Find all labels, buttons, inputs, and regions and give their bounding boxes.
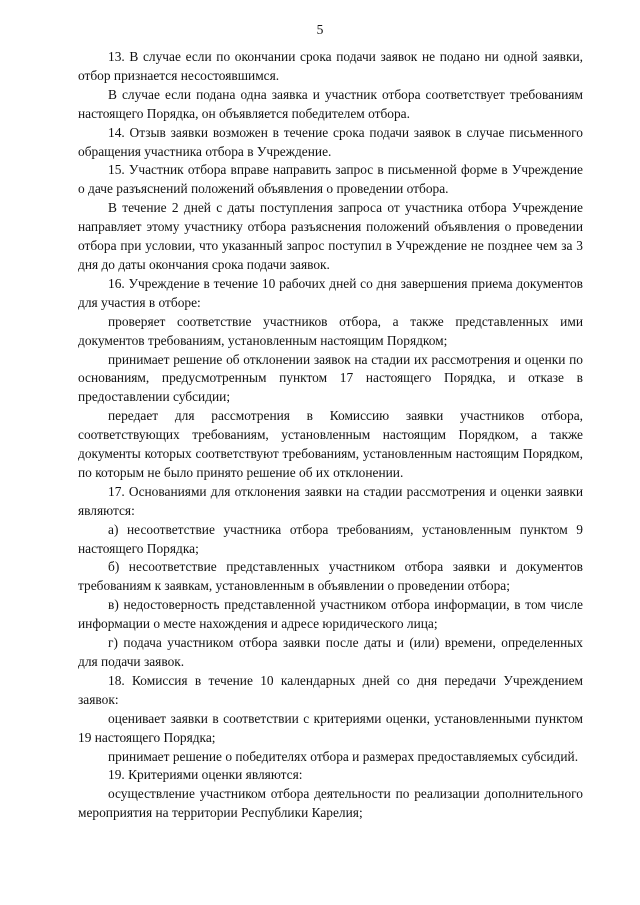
page-number: 5 [316,22,324,37]
paragraph: принимает решение о победителях отбора и размерах предоставляемых субсидий. [108,748,579,764]
paragraph: осуществление участником отбора деятельности по реализации дополнительного мероприятия на территории Республики Карелия; [78,786,583,821]
paragraph: в) недостоверность представленной участником отбора информации, в том числе информации о месте нахождения и адресе юридического лица; [78,597,583,632]
paragraph: 14. Отзыв заявки возможен в течение срока подачи заявок в случае письменного обращения участника отбора в Учреждение. [78,124,583,159]
paragraph: г) подача участником отбора заявки после даты и (или) времени, определенных для подачи заявок. [78,635,583,669]
paragraph: передает для рассмотрения в Комиссию заявки участников отбора, соответствующих требованиям, установленным настоящим Порядком, а также документы которых соответствуют требованиям, установленным настоящим Порядком, по которым не было принято решение об их отклонении. [78,408,583,480]
paragraph: а) несоответствие участника отбора требованиям, установленным пунктом 9 настоящего Порядка; [78,521,583,556]
paragraph: оценивает заявки в соответствии с критериями оценки, установленными пунктом 19 настоящего Порядка; [78,710,583,745]
document-body [78,48,583,823]
paragraph: б) несоответствие представленных участником отбора заявки и документов требованиям к заявкам, установленным в объявлении о проведении отбора; [78,559,583,594]
paragraph: 13. В случае если по окончании срока подачи заявок не подано ни одной заявки, отбор признается несостоявшимся. [78,49,583,83]
paragraph: принимает решение об отклонении заявок на стадии их рассмотрения и оценки по основаниям, предусмотренным пунктом 17 настоящего Порядка, и отказе в предоставлении субсидии; [78,351,583,405]
paragraph: 18. Комиссия в течение 10 календарных дней со дня передачи Учреждением заявок: [78,672,583,707]
paragraph: 15. Участник отбора вправе направить запрос в письменной форме в Учреждение о даче разъяснений положений объявления о проведении отбора. [78,162,583,197]
paragraph: 17. Основаниями для отклонения заявки на стадии рассмотрения и оценки заявки являются: [78,483,583,518]
paragraph: 19. Критериями оценки являются: [108,767,303,783]
paragraph: 16. Учреждение в течение 10 рабочих дней со дня завершения приема документов для участия в отборе: [78,275,583,310]
paragraph: В случае если подана одна заявка и участник отбора соответствует требованиям настоящего Порядка, он объявляется победителем отбора. [78,86,583,121]
paragraph: В течение 2 дней с даты поступления запроса от участника отбора Учреждение направляет этому участнику отбора разъяснения положений объявления о проведении отбора при условии, что указанный запрос поступил в Учреждение не позднее чем за 3 дня до даты окончания срока подачи заявок. [78,200,583,272]
paragraph: проверяет соответствие участников отбора, а также представленных ими документов требованиям, установленным настоящим Порядком; [78,313,583,348]
